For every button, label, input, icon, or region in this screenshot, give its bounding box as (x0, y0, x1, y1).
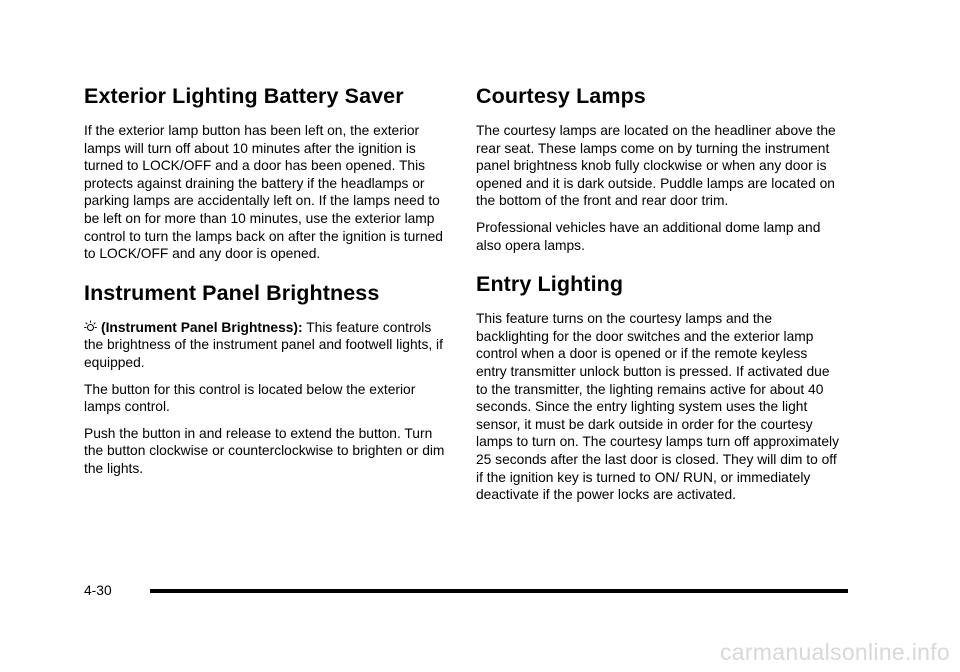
section-paragraph: The button for this control is located below the exterior lamps control. (84, 381, 416, 415)
section-heading: Exterior Lighting Battery Saver (84, 84, 404, 108)
section-instrument-panel-brightness (84, 277, 449, 478)
section-heading: Instrument Panel Brightness (84, 280, 380, 305)
section-exterior-lighting-battery-saver (84, 80, 449, 263)
section-courtesy-lamps (476, 80, 841, 254)
footer-rule (150, 589, 848, 593)
lead-term: (Instrument Panel Brightness): (101, 319, 303, 335)
page-number: 4-30 (84, 583, 112, 598)
section-paragraph: The courtesy lamps are located on the headliner above the rear seat. These lamps come on by turning the instrument panel brightness knob fully clockwise or when any door is opened and it is dark outside. Puddle lamps are located on the bottom of the front and rear door trim. (476, 123, 836, 209)
watermark: carmanualsonline.info (719, 639, 950, 665)
section-paragraph: If the exterior lamp button has been left on, the exterior lamps will turn off about 10 minutes after the ignition is turned to LOCK/OFF and a door has been opened. This protects against draining the battery if the headlamps or parking lamps are accidentally left on. If the lamps need to be left on for more than 10 minutes, use the exterior lamp control to turn the lamps back on after the ignition is turned to LOCK/OFF and any door is opened. (84, 123, 443, 262)
instrument-panel-brightness-icon (84, 320, 97, 333)
left-column (84, 80, 449, 487)
section-entry-lighting (476, 268, 841, 504)
section-paragraph: Professional vehicles have an additional dome lamp and also opera lamps. (476, 219, 821, 253)
section-paragraph: This feature turns on the courtesy lamps and the backlighting for the door switches and the exterior lamp control when a door is opened or if the remote keyless entry transmitter unlock button is pressed. If activated due to the transmitter, the lighting remains active for about 40 seconds. Since the entry lighting system uses the light sensor, it must be dark outside in order for the courtesy lamps to turn on. The courtesy lamps turn off approximately 25 seconds after the last door is closed. They will dim to off if the ignition key is turned to ON/ RUN, or immediately deactivate if the power locks are activated. (476, 311, 839, 503)
section-heading: Entry Lighting (476, 272, 624, 297)
right-column (476, 80, 841, 513)
section-paragraph: Push the button in and release to extend the button. Turn the button clockwise or counterclockwise to brighten or dim the lights. (84, 425, 445, 476)
section-lead-paragraph (84, 319, 449, 372)
section-heading: Courtesy Lamps (476, 84, 646, 108)
lead-text: This feature controls the brightness of the instrument panel and footwell lights, if equipped. (84, 319, 443, 370)
